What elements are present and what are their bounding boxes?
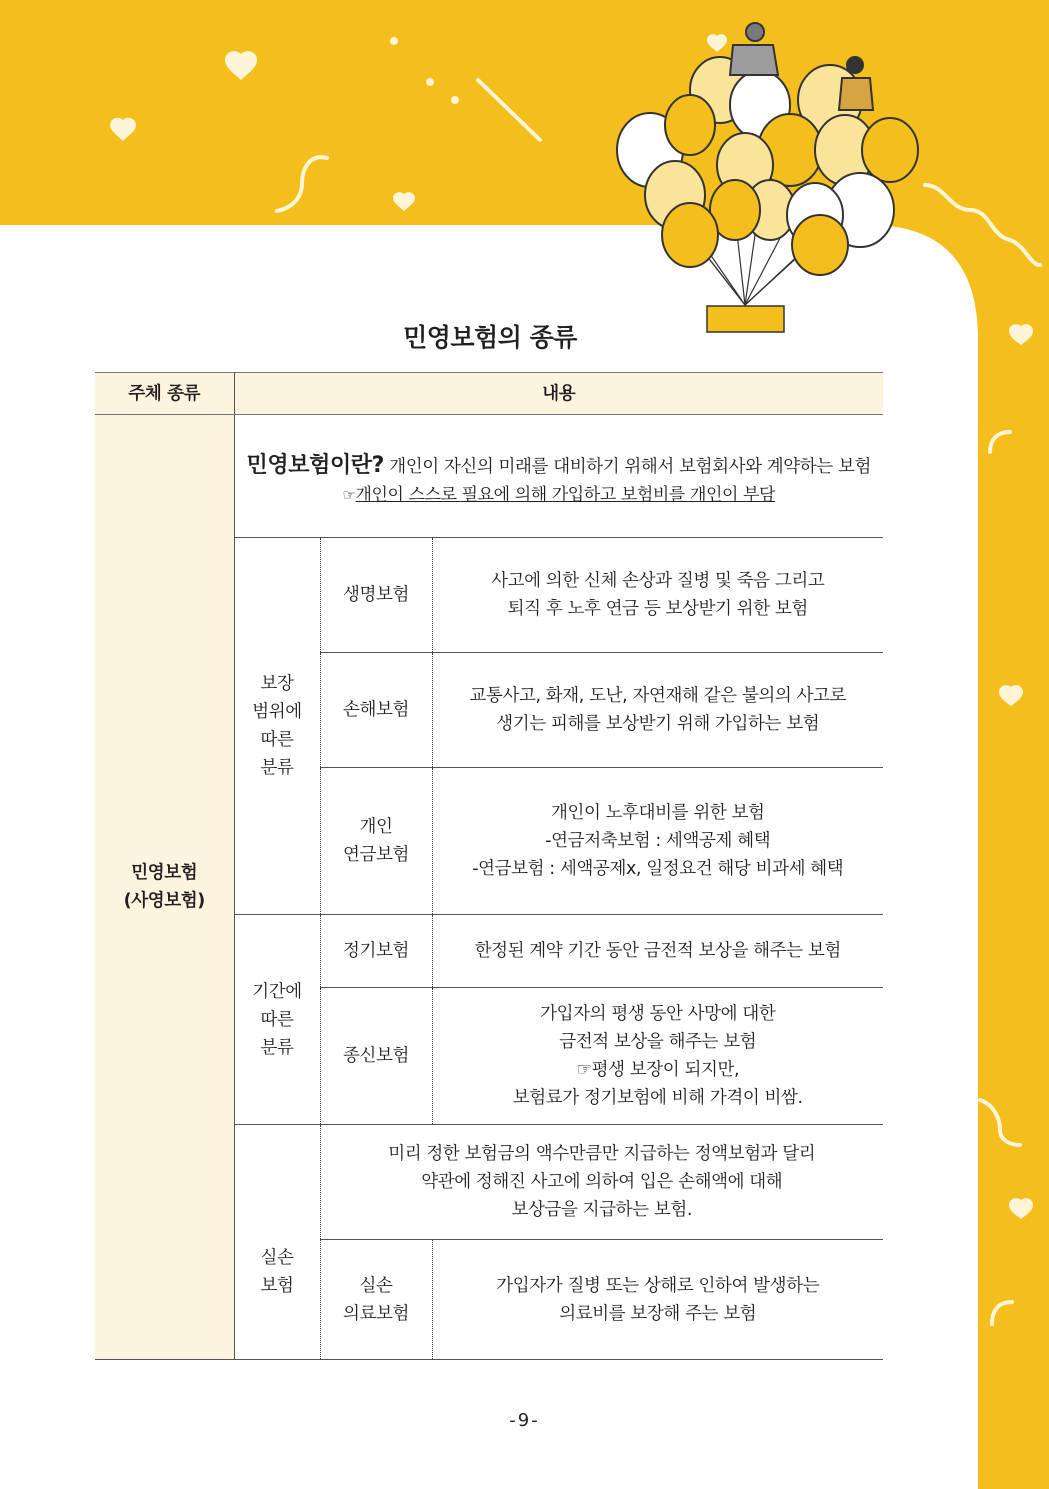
insurance-name: [320, 538, 432, 653]
intro-definition: 개인이 자신의 미래를 대비하기 위해서 보험회사와 계약하는 보험: [389, 456, 871, 477]
group-label-line: 따른: [260, 1009, 294, 1030]
group-label: [234, 538, 320, 915]
page-number: -9-: [509, 1410, 540, 1431]
header-content: 내용: [234, 373, 883, 415]
desc-line: 의료비를 보장해 주는 보험: [559, 1303, 757, 1324]
name-line: 연금보험: [342, 845, 410, 865]
page-title: 민영보험의 종류: [403, 323, 577, 352]
insurance-types-table: [95, 372, 883, 1360]
insurance-name: [320, 1240, 432, 1360]
name-line: 생명보험: [342, 585, 410, 605]
desc-line: -연금보험 : 세액공제x, 일정요건 해당 비과세 혜택: [472, 859, 844, 879]
group-label-line: 분류: [260, 758, 294, 778]
intro-cell: [234, 415, 883, 538]
desc-line: 가입자의 평생 동안 사망에 대한: [540, 1004, 776, 1024]
insurance-desc: [432, 768, 883, 915]
insurance-name: [320, 653, 432, 768]
group-label: [234, 915, 320, 1125]
subject-line: 민영보험: [131, 863, 198, 883]
insurance-desc: [432, 988, 883, 1125]
insurance-desc: [432, 1240, 883, 1360]
group-label: [234, 1125, 320, 1360]
group-label-line: 실손: [260, 1248, 294, 1268]
desc-line: 생기는 피해를 보상받기 위해 가입하는 보험: [496, 714, 820, 734]
intro-question: 민영보험이란?: [246, 452, 385, 478]
insurance-name: [320, 915, 432, 988]
desc-line: 한정된 계약 기간 동안 금전적 보상을 해주는 보험: [474, 941, 841, 961]
desc-line: 사고에 의한 신체 손상과 질병 및 죽음 그리고: [491, 571, 825, 591]
name-line: 실손: [359, 1275, 393, 1296]
desc-line: ☞평생 보장이 되지만,: [576, 1060, 740, 1080]
table-header-row: [95, 373, 883, 415]
desc-line: 개인이 노후대비를 위한 보험: [550, 803, 765, 823]
group-label-line: 범위에: [252, 702, 302, 722]
insurance-desc: [432, 915, 883, 988]
subject-cell: [95, 415, 234, 1360]
desc-line: 퇴직 후 노후 연금 등 보상받기 위한 보험: [507, 599, 808, 619]
desc-line: 보험료가 정기보험에 비해 가격이 비쌈.: [512, 1088, 803, 1108]
intro-row: [95, 415, 883, 538]
desc-line: 미리 정한 보험금의 액수만큼만 지급하는 정액보험과 달리: [388, 1144, 816, 1164]
insurance-desc: [432, 653, 883, 768]
name-line: 정기보험: [342, 941, 410, 961]
desc-line: -연금저축보험 : 세액공제 혜택: [545, 831, 771, 851]
reimbursement-desc: [320, 1125, 883, 1240]
insurance-name: [320, 768, 432, 915]
group-label-line: 보험: [260, 1276, 294, 1296]
header-subject: 주체 종류: [95, 373, 234, 415]
insurance-name: [320, 988, 432, 1125]
desc-line: 금전적 보상을 해주는 보험: [559, 1032, 757, 1052]
group-label-line: 보장: [260, 674, 294, 694]
intro-note: 개인이 스스로 필요에 의해 가입하고 보험비를 개인이 부담: [355, 484, 776, 505]
insurance-desc: [432, 538, 883, 653]
name-line: 의료보험: [342, 1303, 410, 1324]
group-label-line: 따른: [260, 730, 294, 750]
name-line: 개인: [359, 817, 393, 837]
name-line: 손해보험: [342, 700, 410, 720]
desc-line: 보상금을 지급하는 보험.: [511, 1200, 693, 1220]
group-label-line: 기간에: [252, 981, 302, 1002]
desc-line: 교통사고, 화재, 도난, 자연재해 같은 불의의 사고로: [469, 686, 847, 706]
subject-line: (사영보험): [123, 891, 205, 911]
name-line: 종신보험: [342, 1046, 410, 1066]
pointing-hand-icon: ☞: [342, 485, 356, 504]
desc-line: 약관에 정해진 사고에 의하여 입은 손해액에 대해: [421, 1172, 783, 1192]
desc-line: 가입자가 질병 또는 상해로 인하여 발생하는: [496, 1275, 820, 1296]
group-label-line: 분류: [260, 1037, 294, 1058]
